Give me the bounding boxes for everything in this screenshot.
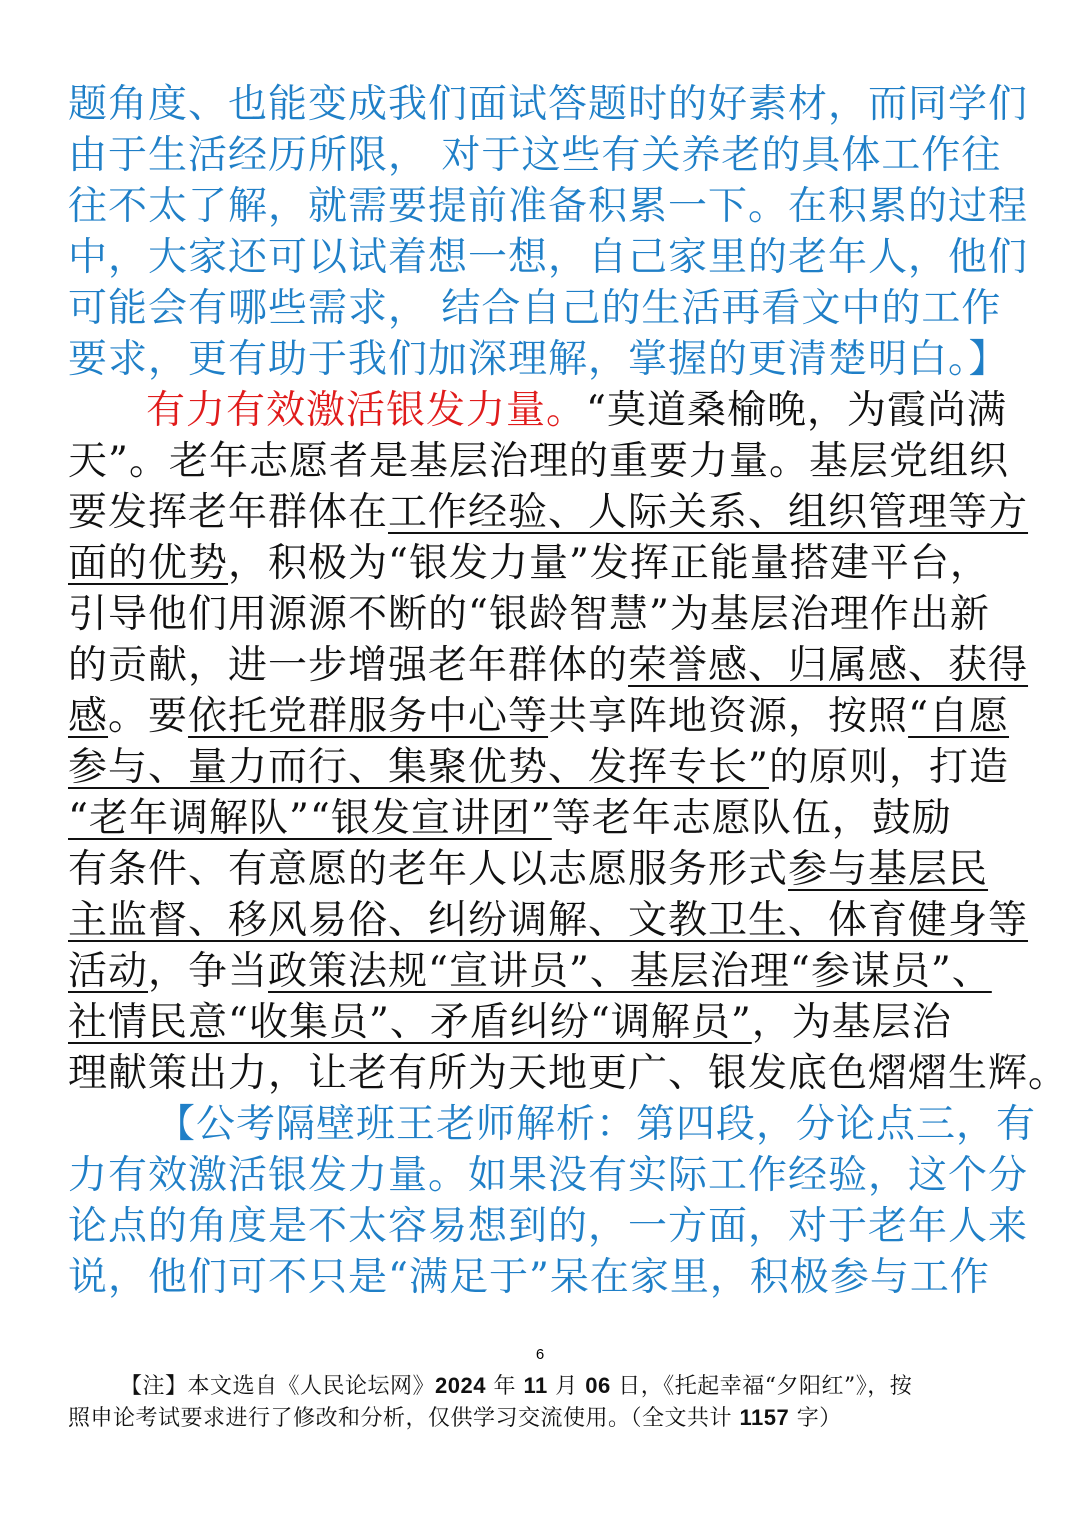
underlined-phrase: 活动	[68, 949, 149, 994]
body-text-line	[68, 386, 1013, 436]
footer-note-year: 2024	[435, 1373, 486, 1398]
underlined-phrase: “老年调解队”“银发宣讲团”	[68, 796, 552, 841]
body-text-line: 理献策出力，让老有所为天地更广、银发底色熠熠生辉。	[68, 1051, 1069, 1096]
body-text: ，争当	[148, 949, 269, 994]
body-text-line: 引导他们用源源不断的“银龄智慧”为基层治理作出新	[68, 592, 990, 637]
analysis-text-line: 说，他们可不只是“满足于”呆在家里，积极参与工作	[68, 1255, 990, 1300]
footer-note-text: 月	[547, 1374, 586, 1399]
body-text-line	[68, 692, 1013, 742]
footer-note-line	[68, 1370, 1028, 1402]
footer-note-month: 11	[523, 1373, 548, 1398]
body-text-line	[68, 947, 1013, 997]
footer-note-word-count: 1157	[739, 1405, 790, 1430]
underlined-phrase: 荣誉感、归属感、获得	[628, 643, 1029, 688]
footer-note-day: 06	[585, 1373, 611, 1398]
body-text-line	[68, 998, 1013, 1048]
analysis-text-line: 【公考隔壁班王老师解析：第四段，分论点三，有	[156, 1102, 1037, 1147]
underlined-phrase: 感	[68, 694, 109, 739]
underlined-phrase: 面的优势	[68, 541, 229, 586]
underlined-phrase: “自愿	[908, 694, 1010, 739]
underlined-phrase: 参与、量力而行、集聚优势、发挥专长”	[68, 745, 769, 790]
footer-note-text: 照申论考试要求进行了修改和分析，仅供学习交流使用。（全文共计	[68, 1406, 740, 1431]
footer-note-text: 字）	[789, 1406, 842, 1431]
analysis-text-line: 中，大家还可以试着想一想，自己家里的老年人，他们	[68, 235, 1029, 280]
footer-note-text: 年	[485, 1374, 524, 1399]
body-text-line	[68, 641, 1029, 691]
body-text-line	[68, 794, 1013, 844]
footer-note-text: 日，《托起幸福“夕阳红”》，按	[610, 1374, 913, 1399]
underlined-phrase: 参与基层民	[788, 847, 989, 892]
body-text: ，积极为“银发力量”发挥正能量搭建平台，	[228, 541, 990, 586]
analysis-text-line: 题角度、也能变成我们面试答题时的好素材，而同学们	[68, 82, 1029, 127]
body-text-line	[68, 743, 1013, 793]
analysis-text-line: 力有效激活银发力量。如果没有实际工作经验，这个分	[68, 1153, 1029, 1198]
underlined-phrase: 依托党群服务中心等	[188, 694, 549, 739]
body-text: 。要	[108, 694, 189, 739]
underlined-phrase: 工作经验、人际关系、组织管理等方	[388, 490, 1029, 535]
body-text-line	[68, 488, 1029, 538]
body-text-line: 天”。老年志愿者是基层治理的重要力量。基层党组织	[68, 439, 1009, 484]
underlined-phrase: 政策法规“宣讲员”、基层治理“参谋员”、	[268, 949, 992, 994]
body-text: 的原则，打造	[768, 745, 1009, 790]
page-number: 6	[535, 1346, 545, 1363]
body-text: 的贡献，进一步增强老年群体的	[68, 643, 629, 688]
body-text-line	[68, 845, 1013, 895]
section-heading: 有力有效激活银发力量。	[146, 388, 587, 433]
analysis-text-line: 往不太了解，就需要提前准备积累一下。在积累的过程	[68, 184, 1029, 229]
body-text: 等老年志愿队伍，鼓励	[551, 796, 952, 841]
analysis-text-line: 可能会有哪些需求， 结合自己的生活再看文中的工作	[68, 286, 1002, 331]
underlined-phrase: 主监督、移风易俗、纠纷调解、文教卫生、体育健身等	[68, 898, 1029, 943]
body-text: 共享阵地资源，按照	[548, 694, 909, 739]
body-text-line	[68, 539, 1013, 589]
body-text: “莫道桑榆晚，为霞尚满	[586, 388, 1007, 433]
footer-note-text: 【注】本文选自《人民论坛网》	[120, 1374, 436, 1399]
footer-note-line	[68, 1402, 1028, 1434]
analysis-text-line: 论点的角度是不太容易想到的，一方面，对于老年人来	[68, 1204, 1029, 1249]
body-text-line	[68, 896, 1029, 946]
analysis-text-line: 要求，更有助于我们加深理解，掌握的更清楚明白。】	[68, 337, 1009, 382]
underlined-phrase: 社情民意“收集员”、矛盾纠纷“调解员”	[68, 1000, 752, 1045]
body-text: 要发挥老年群体在	[68, 490, 389, 535]
analysis-text-line: 由于生活经历所限， 对于这些有关养老的具体工作往	[68, 133, 1002, 178]
body-text: ，为基层治	[751, 1000, 952, 1045]
body-text: 有条件、有意愿的老年人以志愿服务形式	[68, 847, 789, 892]
